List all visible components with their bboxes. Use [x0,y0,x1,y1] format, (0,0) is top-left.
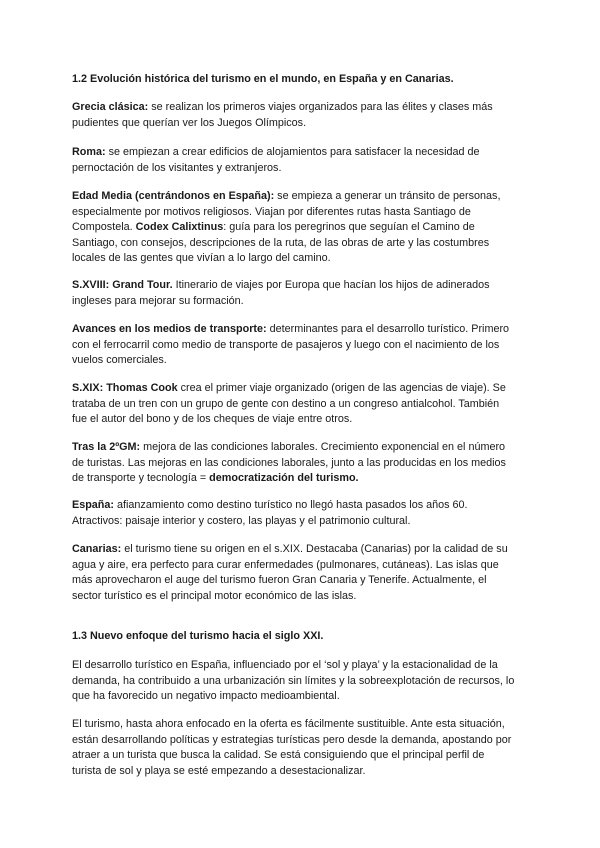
paragraph-turismo-oferta: El turismo, hasta ahora enfocado en la oferta es fácilmente sustituible. Ante esta situación, están desarrollando políticas y estrategias turísticas pero desde la demanda, apostando por atraer a un turista que busca la calidad. Se está consiguiendo que el principal perfil de turista de sol y playa se esté empezando a desestacionalizar. [72,718,512,777]
paragraph-espana: España: afianzamiento como destino turístico no llegó hasta pasados los años 60. Atractivos: paisaje interior y costero, las playas y el patrimonio cultural. [72,499,468,527]
label-roma: Roma: [72,146,106,158]
label-espana: España: [72,499,115,511]
paragraph-desarrollo: El desarrollo turístico en España, influenciado por el ‘sol y playa’ y la estacionalidad de la demanda, ha contribuido a una urbanización sin límites y la sobreexplotación de recursos, lo que ha favorecido un negativo impacto medioambiental. [72,659,515,703]
section-heading-nuevo-enfoque: 1.3 Nuevo enfoque del turismo hacia el siglo XXI. [72,630,324,642]
section-heading-evolucion: 1.2 Evolución histórica del turismo en el mundo, en España y en Canarias. [72,73,454,85]
label-avances: Avances en los medios de transporte: [72,323,267,335]
label-grecia: Grecia clásica: [72,101,149,113]
label-canarias: Canarias: [72,543,122,555]
paragraph-roma: Roma: se empiezan a crear edificios de alojamientos para satisfacer la necesidad de pernoctación de los visitantes y extranjeros. [72,146,480,174]
paragraph-grecia: Grecia clásica: se realizan los primeros viajes organizados para las élites y clases más pudientes que querían ver los Juegos Olímpicos. [72,101,493,129]
paragraph-sxviii: S.XVIII: Grand Tour. Itinerario de viajes por Europa que hacían los hijos de adinerados ingleses para mejorar su formación. [72,279,490,307]
paragraph-avances: Avances en los medios de transporte: determinantes para el desarrollo turístico. Primero con el ferrocarril como medio de transporte de pasajeros y luego con el nacimiento de los vuelos comerciales. [72,323,510,367]
label-tras-2gm: Tras la 2ºGM: [72,441,141,453]
label-democratizacion: democratización del turismo. [209,472,359,485]
paragraph-canarias: Canarias: el turismo tiene su origen en el s.XIX. Destacaba (Canarias) por la calidad de su agua y aire, era perfecto para curar enfermedades (pulmonares, cutáneas). Las islas que más aprovecharon el auge del turismo fueron Gran Canaria y Tenerife. Actualmente, el sector turístico es el principal motor económico de las islas. [72,543,508,602]
label-sxviii: S.XVIII: Grand Tour. [72,279,173,291]
paragraph-edad-media: Edad Media (centrándonos en España): se empieza a generar un tránsito de personas, especialmente por motivos religiosos. Viajan por diferentes rutas hasta Santiago de Compostela. Codex Calixtinus: guía para los peregrinos que seguían el Camino de Santiago, con consejos, descripciones de la ruta, de las obras de arte y las costumbres locales de las gentes que vivían a lo largo del camino. [72,190,501,265]
label-sxix: S.XIX: Thomas Cook [72,382,178,394]
label-edad-media: Edad Media (centrándonos en España): [72,190,275,202]
label-codex-calixtinus: Codex Calixtinus [135,221,224,234]
paragraph-sxix: S.XIX: Thomas Cook crea el primer viaje organizado (origen de las agencias de viaje). Se trataba de un tren con un grupo de gente con destino a un congreso antialcohol. También fue el autor del bono y de los cheques de viaje entre otros. [72,382,506,426]
paragraph-tras-2gm: Tras la 2ºGM: mejora de las condiciones laborales. Crecimiento exponencial en el número de turistas. Las mejoras en las condiciones laborales, junto a las producidas en los medios de transporte y tecnología = democratización del turismo. [72,441,506,485]
